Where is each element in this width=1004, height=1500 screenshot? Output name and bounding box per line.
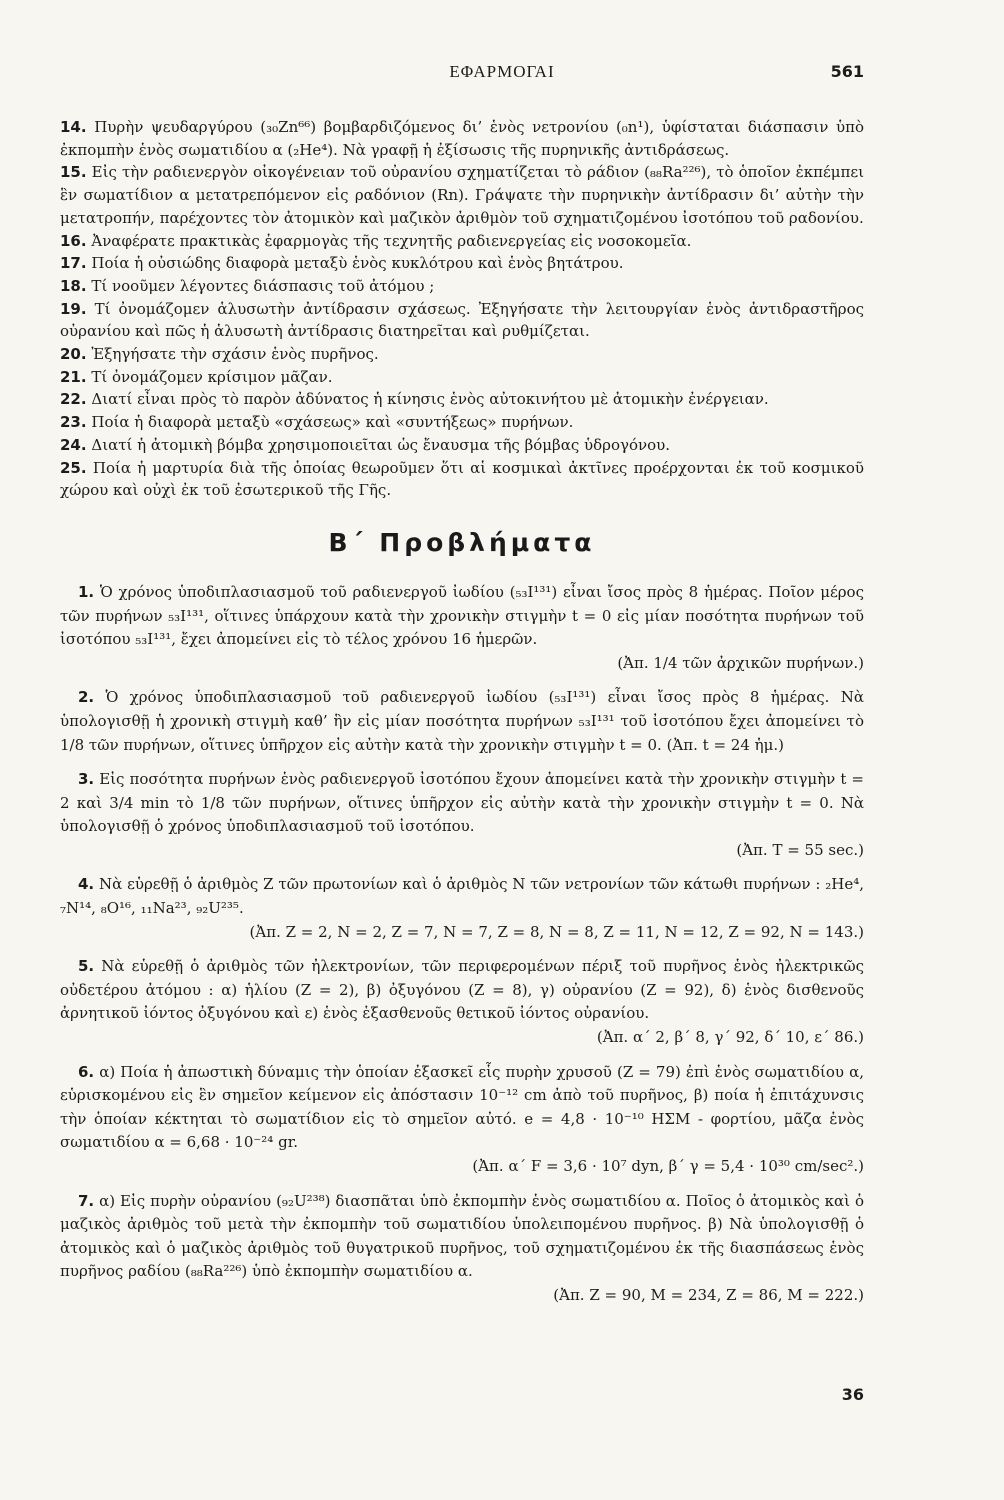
page-number: 561 — [830, 62, 864, 81]
question-number: 24. — [60, 435, 87, 454]
question-number: 16. — [60, 231, 87, 250]
problem-number: 5. — [78, 957, 95, 976]
question-text: Ποία ἡ οὐσιώδης διαφορὰ μεταξὺ ἑνὸς κυκλότρου καὶ ἑνὸς βητάτρου. — [91, 254, 624, 273]
problem-text: Νὰ εὑρεθῇ ὁ ἀριθμὸς Ζ τῶν πρωτονίων καὶ ὁ ἀριθμὸς Ν τῶν νετρονίων τῶν κάτωθι πυρήνων : ₂He⁴, ₇N¹⁴, ₈O¹⁶, ₁₁Na²³, ₉₂U²³⁵. — [60, 875, 864, 918]
question-21 — [60, 366, 864, 389]
problem-2 — [60, 686, 864, 757]
problem-answer: (Ἀπ. 1/4 τῶν ἀρχικῶν πυρήνων.) — [617, 653, 864, 672]
question-number: 23. — [60, 413, 87, 432]
question-18 — [60, 275, 864, 298]
problem-answer: (Ἀπ. Z = 2, N = 2, Z = 7, N = 7, Z = 8, N = 8, Z = 11, N = 12, Z = 92, N = 143.) — [249, 922, 864, 941]
question-number: 21. — [60, 367, 87, 386]
question-text: Εἰς τὴν ραδιενεργὸν οἰκογένειαν τοῦ οὐρανίου σχηματίζεται τὸ ράδιον (₈₈Ra²²⁶), τὸ ὁποῖον ἐκπέμπει ἓν σωματίδιον α μετατρεπόμενον εἰς ραδόνιον (Rn). Γράψατε τὴν πυρηνικὴν ἀντίδρασιν δι’ αὐτὴν τὴν μετατροπήν, παρέχοντες τὸν ἀτομικὸν καὶ μαζικὸν ἀριθμὸν τοῦ σχηματιζομένου ἰσοτόπου τοῦ ραδονίου. — [60, 163, 864, 227]
problem-7 — [60, 1190, 864, 1308]
question-16 — [60, 230, 864, 253]
question-number: 15. — [60, 163, 87, 182]
problem-text: α) Ποία ἡ ἀπωστικὴ δύναμις τὴν ὁποίαν ἐξασκεῖ εἷς πυρὴν χρυσοῦ (Z = 79) ἐπὶ ἑνὸς σωματιδίου α, εὑρισκομένου εἰς ἓν σημεῖον κείμενον εἰς ἀπόστασιν 10⁻¹² cm ἀπὸ τοῦ πυρῆνος, β) ποία ἡ ἐπιτάχυνσις τὴν ὁποίαν κέκτηται τὸ σωματίδιον εἰς τὸ σημεῖον αὐτό. e = 4,8 · 10⁻¹⁰ ΗΣΜ - φορτίου, μᾶζα ἑνὸς σωματιδίου α = 6,68 · 10⁻²⁴ gr. — [60, 1062, 864, 1152]
question-text: Ποία ἡ διαφορὰ μεταξὺ «σχάσεως» καὶ «συντήξεως» πυρήνων. — [91, 413, 574, 432]
problem-answer: (Ἀπ. Z = 90, M = 234, Z = 86, M = 222.) — [553, 1285, 864, 1304]
problem-text: Ὁ χρόνος ὑποδιπλασιασμοῦ τοῦ ραδιενεργοῦ ἰωδίου (₅₃I¹³¹) εἶναι ἴσος πρὸς 8 ἡμέρας. Ποῖον μέρος τῶν πυρήνων ₅₃I¹³¹, οἵτινες ὑπάρχουν κατὰ τὴν χρονικὴν στιγμὴν t = 0 εἰς μίαν ποσότητα πυρήνων τοῦ ἰσοτόπου ₅₃I¹³¹, ἔχει ἀπομείνει εἰς τὸ τέλος χρόνου 16 ἡμερῶν. — [60, 582, 864, 649]
question-text: Ἐξηγήσατε τὴν σχάσιν ἑνὸς πυρῆνος. — [91, 345, 379, 364]
problem-number: 1. — [78, 582, 95, 601]
problem-3 — [60, 768, 864, 862]
question-text: Ἀναφέρατε πρακτικὰς ἐφαρμογὰς τῆς τεχνητῆς ραδιενεργείας εἰς νοσοκομεῖα. — [91, 231, 692, 250]
problem-answer: (Ἀπ. α΄ 2, β΄ 8, γ΄ 92, δ΄ 10, ε΄ 86.) — [596, 1028, 864, 1047]
question-14 — [60, 116, 864, 161]
question-25 — [60, 457, 864, 502]
problem-4 — [60, 873, 864, 944]
page-body — [60, 116, 864, 1308]
question-number: 20. — [60, 345, 87, 364]
section-title: Β΄ Προβλήματα — [328, 527, 596, 557]
question-24 — [60, 434, 864, 457]
signature-mark: 36 — [841, 1385, 864, 1404]
problem-number: 7. — [78, 1191, 95, 1210]
problem-text: Εἰς ποσότητα πυρήνων ἑνὸς ραδιενεργοῦ ἰσοτόπου ἔχουν ἀπομείνει κατὰ τὴν χρονικὴν στιγμὴν t = 2 καὶ 3/4 min τὸ 1/8 τῶν πυρήνων, οἵτινες ὑπῆρχον εἰς αὐτὴν κατὰ τὴν χρονικὴν στιγμὴν t = 0. Νὰ ὑπολογισθῇ ὁ χρόνος ὑποδιπλασιασμοῦ τοῦ ἰσοτόπου. — [60, 770, 864, 836]
problem-number: 4. — [78, 875, 95, 894]
question-17 — [60, 252, 864, 275]
question-15 — [60, 161, 864, 229]
question-text: Τί ὀνομάζομεν κρίσιμον μᾶζαν. — [91, 367, 333, 386]
question-22 — [60, 388, 864, 411]
problem-number: 2. — [78, 688, 95, 707]
question-number: 25. — [60, 458, 87, 477]
question-text: Πυρὴν ψευδαργύρου (₃₀Zn⁶⁶) βομβαρδιζόμενος δι’ ἑνὸς νετρονίου (₀n¹), ὑφίσταται διάσπασιν ὑπὸ ἐκπομπὴν ἑνὸς σωματιδίου α (₂He⁴). Νὰ γραφῇ ἡ ἐξίσωσις τῆς πυρηνικῆς ἀντιδράσεως. — [60, 118, 864, 159]
question-number: 18. — [60, 276, 87, 295]
question-23 — [60, 411, 864, 434]
problem-text: α) Εἰς πυρὴν οὐρανίου (₉₂U²³⁸) διασπᾶται ὑπὸ ἐκπομπὴν ἑνὸς σωματιδίου α. Ποῖος ὁ ἀτομικὸς καὶ ὁ μαζικὸς ἀριθμὸς τοῦ μετὰ τὴν ἐκπομπὴν τοῦ σωματιδίου ὑπολειπομένου πυρῆνος. β) Νὰ ὑπολογισθῇ ὁ ἀτομικὸς καὶ ὁ μαζικὸς ἀριθμὸς τοῦ θυγατρικοῦ πυρῆνος, τοῦ σχηματιζομένου ἐκ τῆς διασπάσεως ἑνὸς πυρῆνος ραδίου (₈₈Ra²²⁶) ὑπὸ ἐκπομπὴν σωματιδίου α. — [60, 1191, 864, 1281]
question-19 — [60, 298, 864, 343]
problem-number: 6. — [78, 1062, 95, 1081]
question-text: Τί νοοῦμεν λέγοντες διάσπασις τοῦ ἀτόμου ; — [91, 276, 435, 295]
question-number: 14. — [60, 118, 87, 136]
question-text: Διατί ἡ ἀτομικὴ βόμβα χρησιμοποιεῖται ὡς ἔναυσμα τῆς βόμβας ὑδρογόνου. — [91, 435, 671, 454]
problem-answer: (Ἀπ. α΄ F = 3,6 · 10⁷ dyn, β΄ γ = 5,4 · 10³⁰ cm/sec².) — [472, 1157, 864, 1176]
running-title: ΕΦΑΡΜΟΓΑΙ — [449, 62, 555, 81]
question-20 — [60, 343, 864, 366]
question-text: Ποία ἡ μαρτυρία διὰ τῆς ὁποίας θεωροῦμεν ὅτι αἱ κοσμικαὶ ἀκτῖνες προέρχονται ἐκ τοῦ κοσμικοῦ χώρου καὶ οὐχὶ ἐκ τοῦ ἐσωτερικοῦ τῆς Γῆς. — [60, 458, 864, 500]
problem-text: Ὁ χρόνος ὑποδιπλασιασμοῦ τοῦ ραδιενεργοῦ ἰωδίου (₅₃I¹³¹) εἶναι ἴσος πρὸς 8 ἡμέρας. Νὰ ὑπολογισθῇ ἡ χρονικὴ στιγμὴ καθ’ ἣν εἰς μίαν ποσότητα πυρήνων ₅₃I¹³¹ τοῦ ἰσοτόπου ἔχει ἀπομείνει τὸ 1/8 τῶν πυρήνων, οἵτινες ὑπῆρχον εἰς αὐτὴν κατὰ τὴν χρονικὴν στιγμὴν t = 0. (Ἀπ. t = 24 ἡμ.) — [60, 688, 864, 754]
question-number: 17. — [60, 254, 87, 273]
problem-answer: (Ἀπ. T = 55 sec.) — [736, 840, 864, 859]
problem-number: 3. — [78, 770, 95, 789]
problem-1 — [60, 581, 864, 675]
problem-text: Νὰ εὑρεθῇ ὁ ἀριθμὸς τῶν ἠλεκτρονίων, τῶν περιφερομένων πέριξ τοῦ πυρῆνος ἑνὸς ἠλεκτρικῶς οὐδετέρου ἀτόμου : α) ἡλίου (Z = 2), β) ὀξυγόνου (Z = 8), γ) οὐρανίου (Z = 92), δ) ἑνὸς δισθενοῦς ἀρνητικοῦ ἰόντος ὀξυγόνου καὶ ε) ἑνὸς ἑξασθενοῦς θετικοῦ ἰόντος οὐρανίου. — [60, 957, 864, 1023]
question-text: Τί ὀνομάζομεν ἁλυσωτὴν ἀντίδρασιν σχάσεως. Ἐξηγήσατε τὴν λειτουργίαν ἑνὸς ἀντιδραστῆρος οὐρανίου καὶ πῶς ἡ ἁλυσωτὴ ἀντίδρασις διατηρεῖται καὶ ρυθμίζεται. — [60, 299, 864, 341]
page-header — [0, 62, 1004, 86]
problem-5 — [60, 955, 864, 1049]
problem-6 — [60, 1061, 864, 1179]
question-number: 19. — [60, 299, 87, 318]
question-number: 22. — [60, 390, 87, 409]
question-text: Διατί εἶναι πρὸς τὸ παρὸν ἀδύνατος ἡ κίνησις ἑνὸς αὐτοκινήτου μὲ ἀτομικὴν ἐνέργειαν. — [91, 390, 769, 409]
